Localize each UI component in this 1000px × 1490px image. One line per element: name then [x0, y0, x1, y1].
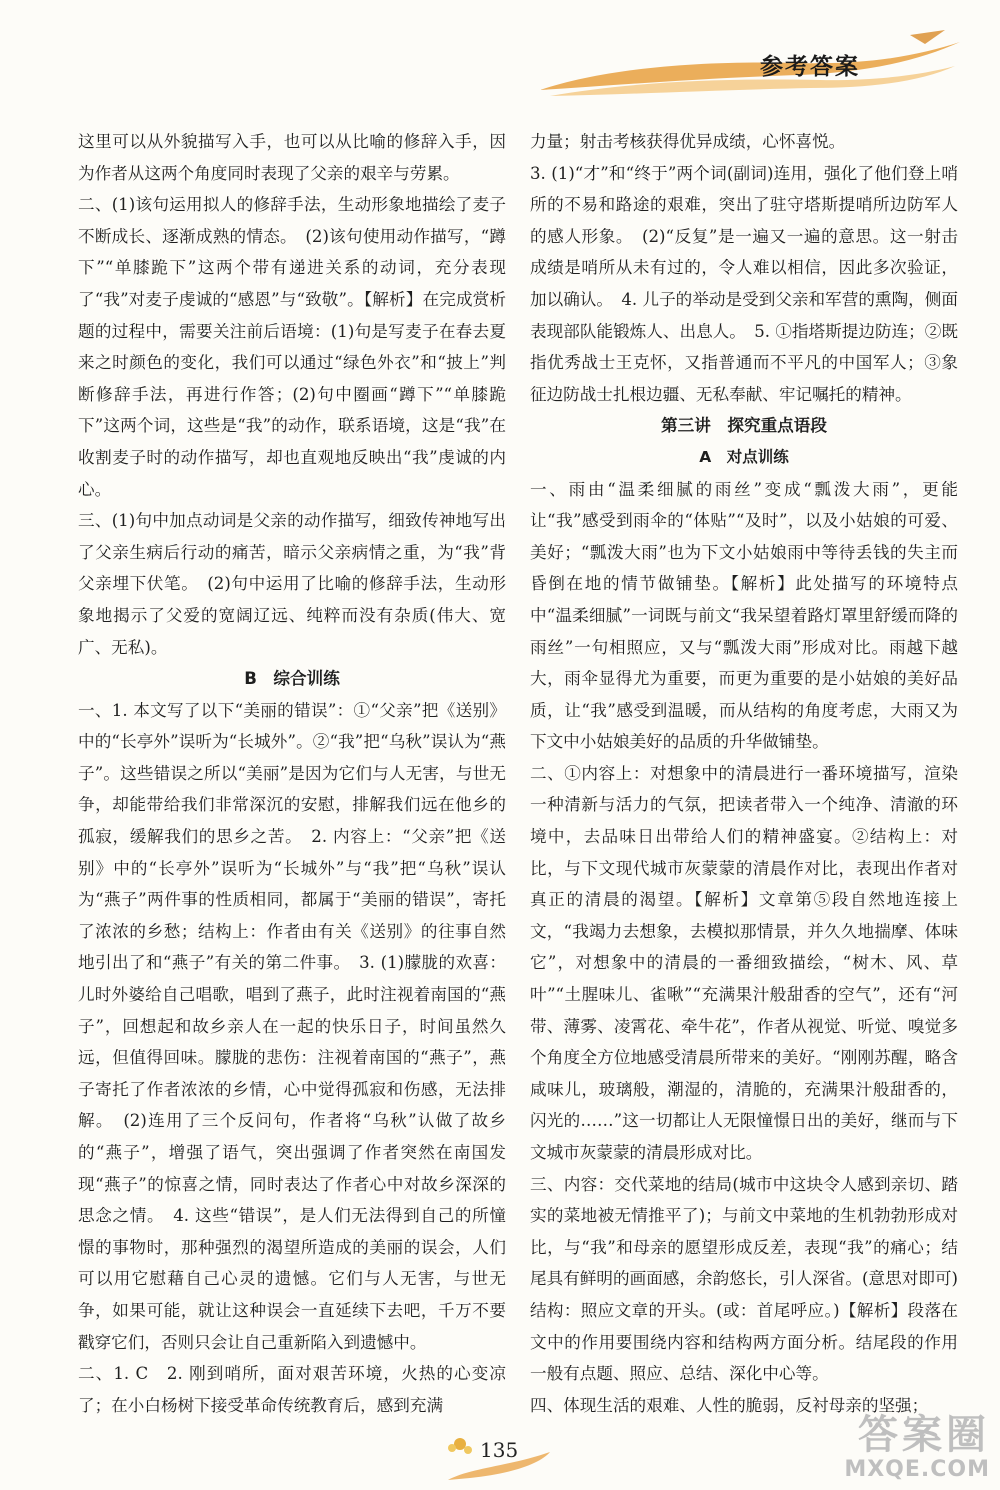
right-paragraph: 二、①内容上：对想象中的清晨进行一番环境描写，渲染一种清新与活力的气氛，把读者带入一个纯净、清澈的环境中，去品味日出带给人们的精神盛宴。②结构上：对比，与下文现代城市灰蒙蒙的清晨作对比，表现出作者对真正的清晨的渴望。【解析】文章第⑤段自然地连接上文，“我竭力去想象，去模拟那情景，并久久地揣摩、体味它”，对想象中的清晨的一番细致描绘，“树木、风、草叶”“土腥味儿、雀啾”“充满果汁般甜香的空气”，还有“河带、薄雾、凌霄花、牵牛花”，作者从视觉、听觉、嗅觉多个角度全方位地感受清晨所带来的美好。“刚刚苏醒，略含咸味儿，玻璃般，潮湿的，清脆的，充满果汁般甜香的，闪光的……”这一切都让人无限憧憬日出的美好，继而与下文城市灰蒙蒙的清晨形成对比。: [530, 763, 958, 1162]
right-paragraph: 3. (1)“才”和“终于”两个词(副词)连用，强化了他们登上哨所的不易和路途的艰难，突出了驻守塔斯提哨所边防军人的感人形象。 (2)“反复”是一遍又一遍的意思。这一射击成绩是哨所从未有过的，令人难以相信，因此多次验证，加以确认。 4. 儿子的举动是受到父亲和军营的熏陶，侧面表现部队能锻炼人、出息人。 5. ①指塔斯提边防连；②既指优秀战士王克怀，又指普通而不平凡的中国军人；③象征边防战士扎根边疆、无私奉献、牢记嘱托的精神。: [530, 163, 958, 404]
right-paragraph: 力量；射击考核获得优异成绩，心怀喜悦。: [530, 132, 846, 151]
page-footer: [430, 1430, 570, 1486]
right-section-heading: A 对点训练: [699, 447, 789, 466]
left-paragraph: 一、1. 本文写了以下“美丽的错误”：①“父亲”把《送别》中的“长亭外”误听为“长城外”。②“我”把“乌秋”误认为“燕子”。这些错误之所以“美丽”是因为它们与人无害，与世无争，却能带给我们非常深沉的安慰，排解我们远在他乡的孤寂，缓解我们的思乡之苦。 2. 内容上：“父亲”把《送别》中的“长亭外”误听为“长城外”与“我”把“乌秋”误认为“燕子”两件事的性质相同，都属于“美丽的错误”，寄托了浓浓的乡愁；结构上：作者由有关《送别》的往事自然地引出了和“燕子”有关的第二件事。 3. (1)朦胧的欢喜：儿时外婆给自己唱歌，唱到了燕子，此时注视着南国的“燕子”，回想起和故乡亲人在一起的快乐日子，时间虽然久远，但值得回味。朦胧的悲伤：注视着南国的“燕子”，燕子寄托了作者浓浓的乡情，心中觉得孤寂和伤感，无法排解。 (2)连用了三个反问句，作者将“乌秋”认做了故乡的“燕子”，增强了语气，突出强调了作者突然在南国发现“燕子”的惊喜之情，同时表达了作者心中对故乡深深的思念之情。 4. 这些“错误”，是人们无法得到自己的所憧憬的事物时，那种强烈的渴望所造成的美丽的误会，人们可以用它慰藉自己心灵的遗憾。它们与人无害，与世无争，如果可能，就让这种误会一直延续下去吧，千万不要戳穿它们，否则只会让自己重新陷入到遗憾中。: [78, 700, 506, 1352]
left-paragraph: 二、1. C 2. 刚到哨所，面对艰苦环境，火热的心变凉了；在小白杨树下接受革命传统教育后，感到充满: [78, 1364, 506, 1415]
header-swoosh-decoration: [540, 30, 960, 105]
right-paragraph: 一、雨由“温柔细腻的雨丝”变成“瓢泼大雨”，更能让“我”感受到雨伞的“体贴”“及时”，以及小姑娘的可爱、美好；“瓢泼大雨”也为下文小姑娘雨中等待丢钱的失主而昏倒在地的情节做铺垫。【解析】此处描写的环境特点中“温柔细腻”一词既与前文“我呆望着路灯罩里舒缓而降的雨丝”一句相照应，又与“瓢泼大雨”形成对比。雨越下越大，雨伞显得尤为重要，而更为重要的是小姑娘的美好品质，让“我”感受到温暖，而从结构的角度考虑，大雨又为下文中小姑娘美好的品质的升华做铺垫。: [530, 479, 958, 752]
right-section-heading: 第三讲 探究重点语段: [661, 416, 827, 436]
right-paragraph: 三、内容：交代菜地的结局(城市中这块令人感到亲切、踏实的菜地被无情推平了)；与前文中菜地的生机勃勃形成对比，与“我”和母亲的愿望形成反差，表现“我”的痛心；结尾具有鲜明的画面感，余韵悠长，引人深省。(意思对即可)结构：照应文章的开头。(或：首尾呼应。)【解析】段落在文中的作用要围绕内容和结构两方面分析。结尾段的作用一般有点题、照应、总结、深化中心等。: [530, 1174, 958, 1384]
left-paragraph: 二、(1)该句运用拟人的修辞手法，生动形象地描绘了麦子不断成长、逐渐成熟的情态。 (2)该句使用动作描写，“蹲下”“单膝跪下”这两个带有递进关系的动词，充分表现了“我”对麦子虔诚的“感恩”与“致敬”。【解析】在完成赏析题的过程中，需要关注前后语境：(1)句是写麦子在春去夏来之时颜色的变化，我们可以通过“绿色外衣”和“披上”判断修辞手法，再进行作答；(2)句中圈画“蹲下”“单膝跪下”这两个词，这些是“我”的动作，联系语境，这是“我”在收割麦子时的动作描写，却也直观地反映出“我”虔诚的内心。: [78, 195, 506, 499]
right-paragraph: 四、体现生活的艰难、人性的脆弱，反衬母亲的坚强；: [530, 1395, 929, 1415]
right-column: [530, 126, 958, 1426]
answer-columns: [78, 126, 958, 1426]
page-header: [540, 30, 960, 105]
page-number: 135: [480, 1438, 519, 1462]
watermark-url: MXQE.COM: [844, 1457, 990, 1482]
left-paragraph: 三、(1)句中加点动词是父亲的动作描写，细致传神地写出了父亲生病后行动的痛苦，暗示父亲病情之重，为“我”背父亲埋下伏笔。 (2)句中运用了比喻的修辞手法，生动形象地揭示了父爱的宽阔辽远、纯粹而没有杂质(伟大、宽广、无私)。: [78, 511, 506, 657]
left-paragraph: 这里可以从外貌描写入手，也可以从比喻的修辞入手，因为作者从这两个角度同时表现了父亲的艰辛与劳累。: [78, 132, 506, 183]
watermark-logo: 答案圈: [858, 1412, 990, 1458]
header-title: 参考答案: [760, 54, 860, 80]
left-column: [78, 126, 506, 1426]
watermark: [844, 1413, 990, 1482]
left-section-heading: B 综合训练: [244, 669, 340, 689]
